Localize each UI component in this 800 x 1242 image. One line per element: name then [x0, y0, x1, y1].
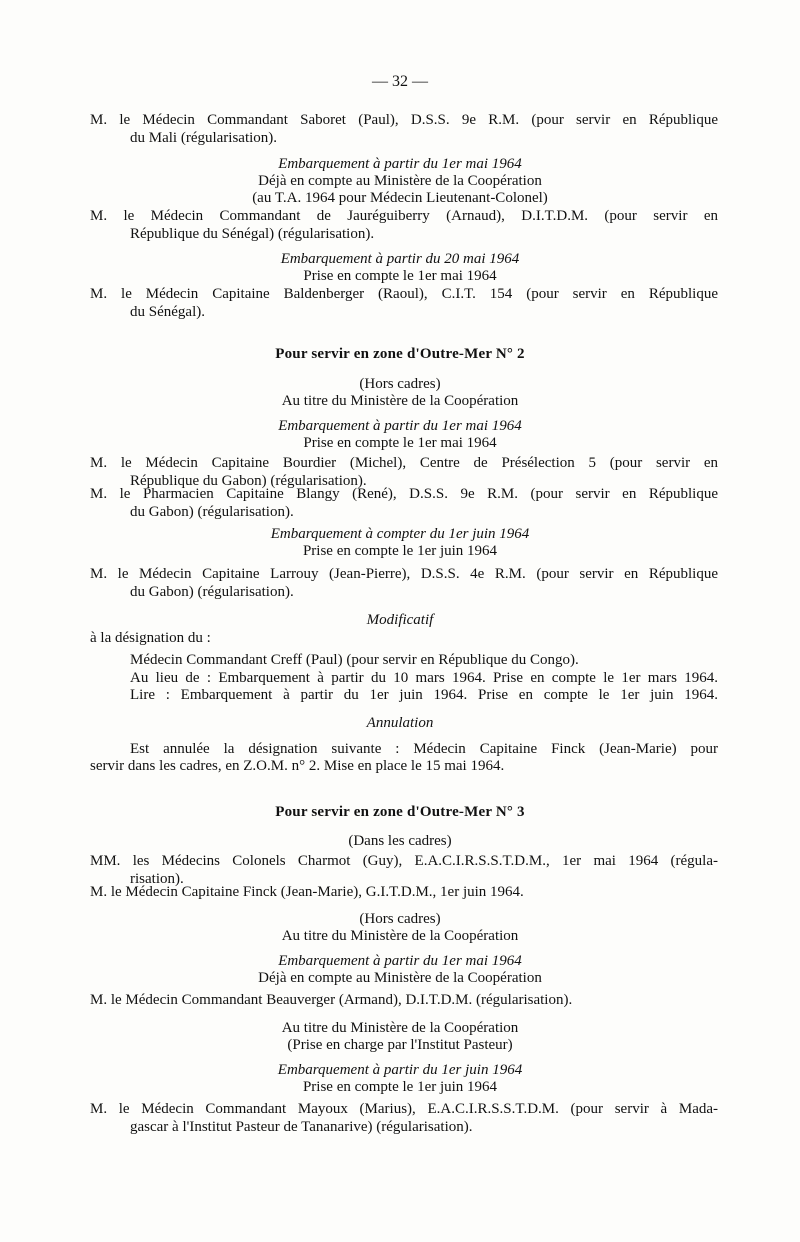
embarkation-note: Embarquement à partir du 20 mai 1964: [280, 251, 520, 267]
section-heading: Pour servir en zone d'Outre-Mer N° 3: [275, 804, 525, 820]
category-note: Au titre du Ministère de la Coopération: [281, 1020, 519, 1036]
entry-first-line: M. le Médecin Capitaine Baldenberger (Raoul), C.I.T. 154 (pour servir en République: [90, 286, 718, 302]
category-note: Au titre du Ministère de la Coopération: [281, 928, 519, 944]
modified-designation: Médecin Commandant Creff (Paul) (pour servir en République du Congo).: [130, 652, 579, 668]
category-note: (Prise en charge par l'Institut Pasteur): [287, 1037, 513, 1053]
modificatif-heading: Modificatif: [366, 612, 434, 628]
designation-entry: M. le Médecin Capitaine Finck (Jean-Marie), G.I.T.D.M., 1er juin 1964.: [90, 884, 524, 900]
status-note: Prise en compte le 1er juin 1964: [302, 1079, 498, 1095]
entry-continuation: du Sénégal).: [130, 303, 205, 320]
entry-continuation: du Mali (régularisation).: [130, 129, 278, 146]
embarkation-note: Embarquement à partir du 1er mai 1964: [278, 953, 522, 969]
entry-first-line: MM. les Médecins Colonels Charmot (Guy), E.A.C.I.R.S.S.T.D.M., 1er mai 1964 (régula-: [90, 853, 718, 869]
embarkation-note: Embarquement à compter du 1er juin 1964: [270, 526, 530, 542]
category-note: (Hors cadres): [359, 911, 441, 927]
page-number: — 32 —: [372, 73, 428, 90]
category-note: (Dans les cadres): [348, 833, 452, 849]
status-note: Prise en compte le 1er mai 1964: [303, 268, 497, 284]
designation-entry: [90, 112, 718, 147]
embarkation-note: Embarquement à partir du 1er juin 1964: [277, 1062, 523, 1078]
modification-before: Au lieu de : Embarquement à partir du 10 mars 1964. Prise en compte le 1er mars 1964.: [130, 670, 718, 686]
designation-entry: [90, 566, 718, 601]
annulation-text: servir dans les cadres, en Z.O.M. n° 2. Mise en place le 15 mai 1964.: [90, 758, 505, 774]
status-note: (au T.A. 1964 pour Médecin Lieutenant-Colonel): [252, 190, 548, 206]
category-note: (Hors cadres): [359, 376, 441, 392]
entry-continuation: gascar à l'Institut Pasteur de Tananarive) (régularisation).: [130, 1118, 473, 1135]
category-note: Au titre du Ministère de la Coopération: [281, 393, 519, 409]
entry-first-line: M. le Médecin Capitaine Bourdier (Michel), Centre de Présélection 5 (pour servir en: [90, 455, 718, 471]
entry-first-line: M. le Médecin Commandant Mayoux (Marius), E.A.C.I.R.S.S.T.D.M. (pour servir à Mada-: [90, 1101, 718, 1117]
modification-after: Lire : Embarquement à partir du 1er juin 1964. Prise en compte le 1er juin 1964.: [130, 687, 718, 703]
designation-entry: [90, 455, 718, 490]
entry-continuation: République du Sénégal) (régularisation).: [130, 225, 375, 242]
entry-continuation: du Gabon) (régularisation).: [130, 503, 294, 520]
status-note: Déjà en compte au Ministère de la Coopération: [258, 970, 542, 986]
status-note: Prise en compte le 1er juin 1964: [302, 543, 498, 559]
status-note: Déjà en compte au Ministère de la Coopération: [258, 173, 542, 189]
section-heading: Pour servir en zone d'Outre-Mer N° 2: [275, 346, 525, 362]
designation-entry: M. le Médecin Commandant Beauverger (Armand), D.I.T.D.M. (régularisation).: [90, 992, 573, 1008]
entry-first-line: M. le Médecin Commandant Saboret (Paul), D.S.S. 9e R.M. (pour servir en République: [90, 112, 718, 128]
embarkation-note: Embarquement à partir du 1er mai 1964: [278, 418, 522, 434]
entry-continuation: du Gabon) (régularisation).: [130, 583, 294, 600]
designation-entry: [90, 208, 718, 243]
entry-first-line: M. le Médecin Commandant de Jauréguiberry (Arnaud), D.I.T.D.M. (pour servir en: [90, 208, 718, 224]
embarkation-note: Embarquement à partir du 1er mai 1964: [278, 156, 522, 172]
entry-first-line: M. le Pharmacien Capitaine Blangy (René), D.S.S. 9e R.M. (pour servir en République: [90, 486, 718, 502]
designation-entry: [90, 853, 718, 888]
designation-label: à la désignation du :: [90, 630, 211, 646]
designation-entry: [90, 1101, 718, 1136]
designation-entry: [90, 286, 718, 321]
designation-entry: [90, 486, 718, 521]
status-note: Prise en compte le 1er mai 1964: [303, 435, 497, 451]
entry-first-line: M. le Médecin Capitaine Larrouy (Jean-Pierre), D.S.S. 4e R.M. (pour servir en République: [90, 566, 718, 582]
annulation-text: Est annulée la désignation suivante : Médecin Capitaine Finck (Jean-Marie) pour: [130, 741, 718, 757]
annulation-heading: Annulation: [366, 715, 434, 731]
entry-continuation: risation).: [130, 870, 184, 887]
entry-continuation: République du Gabon) (régularisation).: [130, 472, 367, 489]
